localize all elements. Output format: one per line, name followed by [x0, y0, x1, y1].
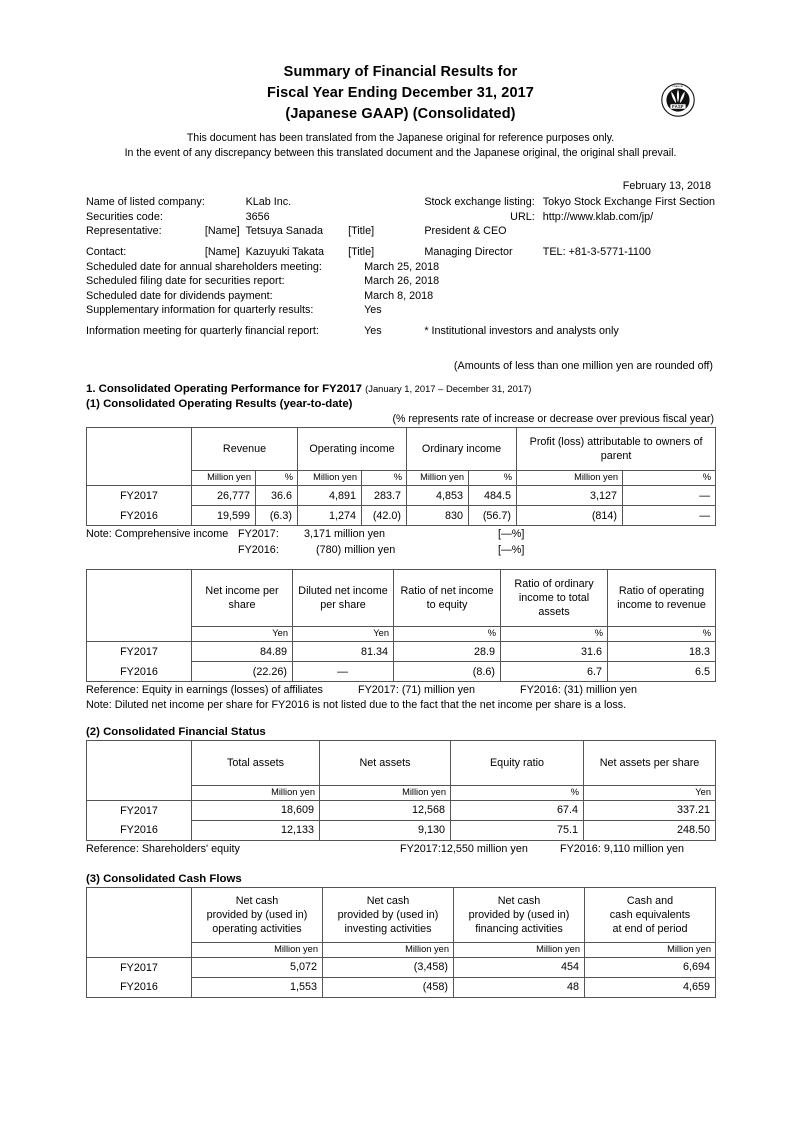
cell-diluted-per-share-fy2016: — [293, 662, 394, 682]
header-investing-cash-flow-line3: investing activities [344, 922, 432, 935]
contact-name: Kazuyuki Takata [245, 246, 324, 259]
table-row [87, 486, 716, 506]
information-meeting-value: Yes [364, 325, 382, 338]
header-ratio-ordinary-total-assets: Ratio of ordinary income to total assets [501, 570, 608, 627]
company-name-label: Name of listed company: [86, 196, 205, 209]
filing-date-value: March 26, 2018 [364, 275, 440, 288]
per-share-year-fy2016: FY2016 [87, 662, 192, 682]
cell-operating-cf-fy2016: 1,553 [192, 977, 323, 997]
cash-flows-table [86, 887, 716, 998]
row-year-fy2017: FY2017 [87, 486, 192, 506]
table-row [87, 957, 716, 977]
header-net-assets-per-share: Net assets per share [584, 740, 716, 785]
operating-results-corner-cell [87, 428, 192, 486]
section-1-heading [86, 383, 715, 395]
financial-status-header-row [87, 740, 716, 785]
cell-operating-cf-fy2017: 5,072 [192, 957, 323, 977]
comprehensive-income-pct-fy2016: [—%] [498, 543, 525, 556]
title-line-3: (Japanese GAAP) (Consolidated) [285, 106, 516, 122]
header-financing-cash-flow-line2: provided by (used in) [468, 908, 570, 921]
shareholders-equity-fy2017: FY2017:12,550 million yen [400, 842, 528, 855]
affiliates-reference-label: Reference: Equity in earnings (losses) of affiliates [86, 684, 323, 697]
financial-status-year-fy2017: FY2017 [87, 800, 192, 820]
operating-results-header-row [87, 428, 716, 471]
securities-code-row [86, 210, 715, 225]
header-operating-cash-flow-line1: Net cash [235, 894, 279, 907]
comprehensive-income-note [86, 527, 618, 558]
per-share-corner-cell [87, 570, 192, 642]
diluted-per-share-note: Note: Diluted net income per share for FY2016 is not listed due to the fact that the net income per share is a loss. [86, 699, 627, 712]
comprehensive-income-year-fy2016: FY2016: [238, 543, 279, 556]
dividends-date-value: March 8, 2018 [364, 289, 434, 302]
header-net-income-per-share: Net income per share [192, 570, 293, 627]
company-name-value: KLab Inc. [245, 196, 292, 209]
release-date: February 13, 2018 [622, 180, 711, 192]
section-1-title: 1. Consolidated Operating Performance for FY2017 [86, 383, 362, 396]
cell-net-assets-fy2017: 12,568 [320, 800, 451, 820]
header-operating-cash-flow-line2: provided by (used in) [206, 908, 308, 921]
header-total-assets: Total assets [192, 740, 320, 785]
section-1-3-heading: (3) Consolidated Cash Flows [86, 872, 242, 885]
unit-total-assets: Million yen [192, 785, 320, 800]
table-row [87, 977, 716, 997]
information-meeting-row [86, 324, 715, 339]
cell-ordinary-fy2016: 830 [407, 506, 469, 526]
header-cash-equivalents-line2: cash equivalents [609, 908, 691, 921]
unit-net-income-per-share: Yen [192, 627, 293, 642]
affiliates-reference-fy2017: FY2017: (71) million yen [358, 684, 476, 697]
cash-flows-year-fy2016: FY2016 [87, 977, 192, 997]
title-line-1: Summary of Financial Results for [283, 64, 518, 80]
exchange-spacer [348, 195, 424, 210]
company-info-block [86, 195, 715, 338]
shareholders-meeting-value: March 25, 2018 [364, 260, 440, 273]
header-financing-cash-flow [454, 887, 585, 942]
representative-label: Representative: [86, 225, 162, 238]
supplementary-value: Yes [364, 304, 382, 317]
unit-profit-pct: % [623, 471, 716, 486]
unit-operating-pct: % [362, 471, 407, 486]
cell-ratio-net-income-equity-fy2017: 28.9 [394, 642, 501, 662]
translation-line-2: In the event of any discrepancy between this translated document and the Japanese original, the original shall prevail. [124, 147, 677, 159]
financial-status-year-fy2016: FY2016 [87, 820, 192, 840]
cell-ordinary-fy2017: 4,853 [407, 486, 469, 506]
header-equity-ratio: Equity ratio [451, 740, 584, 785]
shareholders-equity-reference-row [86, 842, 684, 857]
row-year-fy2016: FY2016 [87, 506, 192, 526]
title-line-2: Fiscal Year Ending December 31, 2017 [267, 85, 534, 101]
header-diluted-net-income-per-share: Diluted net income per share [293, 570, 394, 627]
header-net-assets: Net assets [320, 740, 451, 785]
supplementary-label: Supplementary information for quarterly results: [86, 304, 314, 317]
cell-revenue-fy2017: 26,777 [192, 486, 256, 506]
per-share-year-fy2017: FY2017 [87, 642, 192, 662]
cell-ratio-net-income-equity-fy2016: (8.6) [394, 662, 501, 682]
cell-equity-ratio-fy2017: 67.4 [451, 800, 584, 820]
representative-title-tag: [Title] [348, 225, 375, 238]
header-investing-cash-flow-line1: Net cash [366, 894, 410, 907]
cell-net-assets-per-share-fy2016: 248.50 [584, 820, 716, 840]
comprehensive-income-label-blank [86, 543, 238, 559]
unit-revenue-million: Million yen [192, 471, 256, 486]
information-meeting-label: Information meeting for quarterly financial report: [86, 325, 319, 338]
header-cash-equivalents-line1: Cash and [626, 894, 674, 907]
header-operating-cash-flow [192, 887, 323, 942]
unit-investing-cash-flow: Million yen [323, 942, 454, 957]
shareholders-equity-reference-line [86, 842, 684, 857]
cell-profit-pct-fy2016: — [623, 506, 716, 526]
unit-net-assets-per-share: Yen [584, 785, 716, 800]
unit-revenue-pct: % [256, 471, 298, 486]
url-spacer [348, 210, 424, 225]
cell-operating-fy2016: 1,274 [298, 506, 362, 526]
cell-investing-cf-fy2017: (3,458) [323, 957, 454, 977]
cell-revenue-pct-fy2016: (6.3) [256, 506, 298, 526]
operating-results-table [86, 427, 716, 526]
contact-title: Managing Director [424, 246, 513, 259]
cell-profit-fy2016: (814) [517, 506, 623, 526]
exchange-value: Tokyo Stock Exchange First Section [542, 196, 715, 209]
cell-net-assets-fy2016: 9,130 [320, 820, 451, 840]
comprehensive-income-year-fy2017: FY2017: [238, 528, 279, 541]
financial-status-corner-cell [87, 740, 192, 800]
cell-equity-ratio-fy2016: 75.1 [451, 820, 584, 840]
cell-cash-equivalents-fy2016: 4,659 [585, 977, 716, 997]
cell-financing-cf-fy2016: 48 [454, 977, 585, 997]
cash-flows-header-row [87, 887, 716, 942]
cell-ratio-ordinary-assets-fy2017: 31.6 [501, 642, 608, 662]
dividends-date-label: Scheduled date for dividends payment: [86, 289, 273, 302]
securities-code-value: 3656 [245, 210, 270, 223]
header-investing-cash-flow-line2: provided by (used in) [337, 908, 439, 921]
header-ratio-operating-revenue: Ratio of operating income to revenue [608, 570, 716, 627]
header-ordinary-income: Ordinary income [407, 428, 517, 471]
table-row [87, 662, 716, 682]
contact-row [86, 245, 715, 260]
cell-diluted-per-share-fy2017: 81.34 [293, 642, 394, 662]
percent-note: (% represents rate of increase or decrease over previous fiscal year) [392, 413, 714, 426]
cell-ordinary-pct-fy2016: (56.7) [469, 506, 517, 526]
header-revenue: Revenue [192, 428, 298, 471]
affiliates-reference-line [86, 683, 700, 698]
svg-text:FINANCIAL: FINANCIAL [672, 85, 684, 88]
unit-profit-million: Million yen [517, 471, 623, 486]
unit-operating-cash-flow: Million yen [192, 942, 323, 957]
unit-ordinary-pct: % [469, 471, 517, 486]
affiliates-reference-row [86, 683, 700, 698]
dividends-date-row [86, 289, 715, 304]
header-ratio-net-income-equity: Ratio of net income to equity [394, 570, 501, 627]
cell-ratio-ordinary-assets-fy2016: 6.7 [501, 662, 608, 682]
information-meeting-note: * Institutional investors and analysts only [424, 325, 619, 338]
cell-ordinary-pct-fy2017: 484.5 [469, 486, 517, 506]
contact-title-tag: [Title] [348, 246, 375, 259]
comprehensive-income-row-2 [86, 543, 618, 559]
unit-ratio-operating-revenue: % [608, 627, 716, 642]
translation-disclaimer [86, 131, 715, 161]
amounts-rounding-note: (Amounts of less than one million yen are rounded off) [453, 360, 713, 373]
section-1-period: (January 1, 2017 – December 31, 2017) [365, 383, 532, 395]
comprehensive-income-row-1 [86, 527, 618, 543]
per-share-ratios-table [86, 569, 716, 682]
shareholders-meeting-label: Scheduled date for annual shareholders meeting: [86, 260, 322, 273]
header-operating-income: Operating income [298, 428, 407, 471]
unit-financing-cash-flow: Million yen [454, 942, 585, 957]
header-operating-cash-flow-line3: operating activities [212, 922, 302, 935]
unit-cash-equivalents: Million yen [585, 942, 716, 957]
section-1-2-heading: (2) Consolidated Financial Status [86, 725, 266, 738]
url-label: URL: [510, 210, 535, 223]
unit-net-assets: Million yen [320, 785, 451, 800]
unit-ratio-net-income-equity: % [394, 627, 501, 642]
shareholders-meeting-row [86, 259, 715, 274]
unit-diluted-per-share: Yen [293, 627, 394, 642]
cell-net-income-per-share-fy2017: 84.89 [192, 642, 293, 662]
comprehensive-income-label: Note: Comprehensive income [86, 528, 229, 541]
cell-revenue-fy2016: 19,599 [192, 506, 256, 526]
cell-net-income-per-share-fy2016: (22.26) [192, 662, 293, 682]
header-financing-cash-flow-line3: financing activities [475, 922, 563, 935]
supplementary-row [86, 303, 715, 318]
cell-cash-equivalents-fy2017: 6,694 [585, 957, 716, 977]
contact-label: Contact: [86, 246, 127, 259]
cell-net-assets-per-share-fy2017: 337.21 [584, 800, 716, 820]
exchange-label: Stock exchange listing: [424, 196, 535, 209]
cell-total-assets-fy2017: 18,609 [192, 800, 320, 820]
comprehensive-income-amount-fy2017: 3,171 million yen [304, 528, 386, 541]
cell-operating-pct-fy2016: (42.0) [362, 506, 407, 526]
cell-total-assets-fy2016: 12,133 [192, 820, 320, 840]
svg-text:FASF: FASF [672, 103, 684, 109]
cell-revenue-pct-fy2017: 36.6 [256, 486, 298, 506]
cell-profit-pct-fy2017: — [623, 486, 716, 506]
representative-name: Tetsuya Sanada [245, 225, 323, 238]
company-name-spacer [205, 195, 246, 210]
company-name-row [86, 195, 715, 210]
contact-tel: TEL: +81-3-5771-1100 [542, 246, 651, 259]
code-spacer [205, 210, 246, 225]
cell-investing-cf-fy2016: (458) [323, 977, 454, 997]
translation-line-1: This document has been translated from the Japanese original for reference purposes only. [186, 132, 615, 144]
representative-name-tag: [Name] [204, 225, 240, 238]
table-row [87, 506, 716, 526]
cell-profit-fy2017: 3,127 [517, 486, 623, 506]
unit-operating-million: Million yen [298, 471, 362, 486]
table-row [87, 642, 716, 662]
securities-code-label: Securities code: [86, 210, 163, 223]
cell-operating-fy2017: 4,891 [298, 486, 362, 506]
representative-row [86, 224, 715, 239]
representative-title: President & CEO [424, 225, 507, 238]
header-profit-attributable: Profit (loss) attributable to owners of parent [517, 428, 716, 471]
header-cash-equivalents-end [585, 887, 716, 942]
unit-ordinary-million: Million yen [407, 471, 469, 486]
shareholders-equity-label: Reference: Shareholders' equity [86, 842, 240, 855]
section-1-1-heading: (1) Consolidated Operating Results (year-to-date) [86, 398, 353, 411]
header-investing-cash-flow [323, 887, 454, 942]
cell-ratio-operating-revenue-fy2017: 18.3 [608, 642, 716, 662]
cell-ratio-operating-revenue-fy2016: 6.5 [608, 662, 716, 682]
cell-operating-pct-fy2017: 283.7 [362, 486, 407, 506]
per-share-header-row [87, 570, 716, 627]
comprehensive-income-amount-fy2016: (780) million yen [316, 543, 396, 556]
cash-flows-year-fy2017: FY2017 [87, 957, 192, 977]
cell-financing-cf-fy2017: 454 [454, 957, 585, 977]
table-row [87, 800, 716, 820]
table-row [87, 820, 716, 840]
document-title [86, 62, 715, 125]
financial-status-table [86, 740, 716, 841]
filing-date-label: Scheduled filing date for securities report: [86, 275, 285, 288]
header-financing-cash-flow-line1: Net cash [497, 894, 541, 907]
affiliates-reference-fy2016: FY2016: (31) million yen [520, 684, 638, 697]
unit-ratio-ordinary-assets: % [501, 627, 608, 642]
unit-equity-ratio: % [451, 785, 584, 800]
header-cash-equivalents-line3: at end of period [612, 922, 688, 935]
comprehensive-income-pct-fy2017: [—%] [498, 528, 525, 541]
filing-date-row [86, 274, 715, 289]
cash-flows-corner-cell [87, 887, 192, 957]
contact-name-tag: [Name] [204, 246, 240, 259]
shareholders-equity-fy2016: FY2016: 9,110 million yen [560, 842, 685, 855]
url-value[interactable]: http://www.klab.com/jp/ [542, 210, 654, 223]
